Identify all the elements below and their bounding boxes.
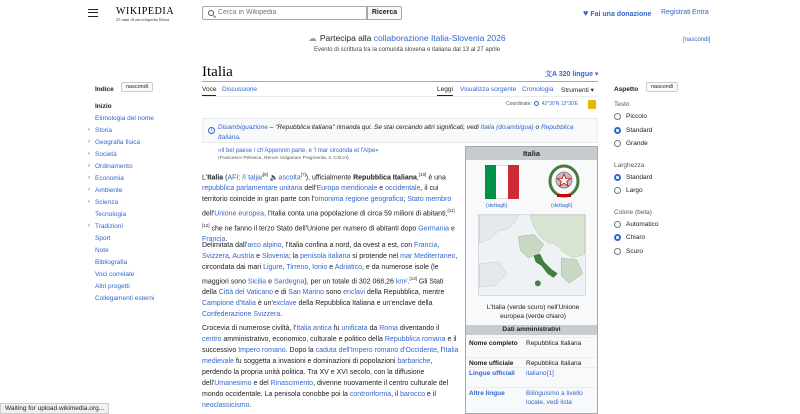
color-option[interactable]	[614, 221, 714, 235]
appearance-hide-button[interactable]: nascondi	[646, 82, 678, 92]
toc-item-label: Voci correlate	[95, 271, 135, 278]
toc-item-label: Geografia fisica	[95, 139, 141, 146]
notice-title: ☁ Partecipa alla collaborazione Italia-Slovenia 2026	[308, 33, 506, 43]
text-size-option-label: Piccolo	[626, 113, 647, 120]
text-size-option[interactable]	[614, 113, 714, 127]
infobox-key[interactable]: Lingue ufficiali	[469, 370, 515, 377]
notice-subtitle: Evento di scrittura tra la comunità slovena e italiana dal 13 al 27 aprile	[313, 47, 501, 53]
appearance-title: Aspetto	[614, 86, 639, 93]
hatnote-text: Disambiguazione – "Repubblica italiana" rimanda qui. Se stai cercando altri significati, vedi Italia (disambigua) o Repubblica Italiana.	[218, 124, 574, 141]
table-of-contents	[88, 84, 190, 307]
epigraph-quote	[218, 148, 458, 161]
info-icon: i	[208, 127, 215, 134]
infobox-key: Nome ufficiale	[469, 360, 514, 367]
width-option-label: Standard	[626, 173, 653, 181]
infobox-value[interactable]: Bilinguismo a livello locale, vedi lista	[526, 390, 583, 406]
toc-item[interactable]	[95, 115, 190, 127]
toc-item[interactable]	[88, 127, 190, 139]
toc-item-label: Sport	[95, 235, 111, 242]
chevron-right-icon[interactable]: ›	[88, 187, 90, 193]
toc-list	[88, 103, 190, 307]
lock-icon[interactable]	[588, 100, 596, 109]
language-icon: 文A	[545, 71, 559, 78]
toc-item-label: Altri progetti	[95, 283, 130, 290]
toc-item[interactable]	[95, 283, 190, 295]
infobox-row	[466, 337, 597, 357]
width-options	[614, 174, 714, 201]
tab-voce[interactable]: Voce	[202, 86, 216, 96]
text-size-option-label: Standard	[626, 126, 653, 134]
history-paragraph: Crocevia di numerose civiltà, l'Italia antica fu unificata da Roma diventando il centro amministrativo, economico, culturale e politico della Repubblica romana e il successivo Impero romano. Dopo la caduta dell'Impero romano d'Occidente, l'Italia medievale fu soggetta a invasioni e dominazioni di popolazioni barbariche, perdendo la propria unità politica. Tra XV e XVI secolo, con la diffusione dell'Umanesimo e del Rinascimento, divenne nuovamente il centro culturale del mondo occidentale. La penisola conobbe poi la controriforma, il barocco e il neoclassicismo.	[202, 325, 459, 409]
infobox-row	[466, 357, 597, 367]
toc-item[interactable]	[95, 235, 190, 247]
toc-item-label: Etimologia del nome	[95, 115, 154, 122]
chevron-right-icon[interactable]: ›	[88, 199, 90, 205]
toc-item-label: Note	[95, 247, 109, 254]
disambigua-link[interactable]: Italia (disambigua)	[480, 124, 534, 131]
coordinates: Coordinate: 42°30′N 12°30′E	[506, 101, 579, 107]
text-size-option[interactable]	[614, 140, 714, 154]
radio-button[interactable]	[614, 248, 621, 255]
chevron-right-icon[interactable]: ›	[88, 127, 90, 133]
login-link[interactable]: Entra	[692, 9, 709, 16]
text-size-options	[614, 113, 714, 154]
infobox-value: Repubblica Italiana	[526, 360, 582, 367]
toc-item[interactable]	[88, 163, 190, 175]
radio-button[interactable]	[614, 187, 621, 194]
radio-button[interactable]	[614, 140, 621, 147]
color-label: Colore (beta)	[614, 208, 652, 216]
browser-status-bar: Waiting for upload.wikimedia.org...	[0, 403, 109, 414]
hide-notice-link[interactable]: [nascondi]	[683, 37, 711, 43]
toc-item-label: Ordinamento	[95, 163, 133, 170]
language-button[interactable]: 文A 320 lingue ▾	[545, 71, 599, 78]
infobox-section-header: Dati amministrativi	[466, 325, 597, 335]
toc-item-label: Collegamenti esterni	[95, 295, 155, 302]
notice-link[interactable]: collaborazione Italia-Slovenia 2026	[373, 33, 506, 43]
toc-item[interactable]	[95, 103, 190, 115]
chevron-right-icon[interactable]: ›	[88, 223, 90, 229]
toc-item-label: Economia	[95, 175, 124, 182]
toc-item[interactable]	[95, 259, 190, 271]
infobox-key: Nome completo	[469, 340, 518, 347]
color-option-label: Automatico	[626, 220, 659, 228]
toc-item[interactable]	[95, 211, 190, 223]
geography-paragraph: Delimitata dall'arco alpino, l'Italia confina a nord, da ovest a est, con Francia, Svizzera, Austria e Slovenia; la penisola italiana si protende nel mar Mediterraneo, circondata dai mari Ligure, Tirreno, Ionio e Adriatico, e da numerose isole (le maggiori sono Sicilia e Sardegna), per un totale di 302 068,26 km².[13] Gli Stati della Città del Vaticano e di San Marino sono enclavi della Repubblica, mentre Campione d'Italia è un'exclave della Repubblica Italiana e un'enclave della Confederazione Svizzera.	[202, 242, 458, 319]
infobox-value[interactable]: italiano[1]	[526, 370, 554, 377]
repubblica-link[interactable]: Repubblica Italiana	[218, 124, 574, 141]
logo-wordmark[interactable]: WIKIPEDIA	[116, 6, 175, 17]
chevron-right-icon[interactable]: ›	[88, 151, 90, 157]
coordinates-link[interactable]: 42°30′N 12°30′E	[541, 101, 579, 107]
toc-item[interactable]	[95, 295, 190, 307]
register-link[interactable]: Registrati	[661, 9, 691, 16]
color-option[interactable]	[614, 234, 714, 248]
width-option[interactable]	[614, 174, 714, 188]
width-option-label: Largo	[626, 187, 643, 194]
text-size-option-label: Grande	[626, 140, 648, 147]
infobox-value: Repubblica Italiana	[526, 340, 582, 347]
infobox-row	[466, 387, 597, 413]
location-map[interactable]	[478, 214, 586, 296]
globe-icon[interactable]	[534, 101, 539, 106]
tab-history[interactable]: Cronologia	[522, 86, 554, 93]
emblem-details-link[interactable]: (dettagli)	[551, 203, 573, 209]
radio-button[interactable]	[614, 174, 621, 181]
search-input[interactable]	[218, 9, 358, 16]
width-option[interactable]	[614, 187, 714, 201]
title-divider	[202, 81, 598, 82]
tab-view-source[interactable]: Visualizza sorgente	[460, 86, 517, 93]
radio-button[interactable]	[614, 221, 621, 228]
toc-item[interactable]	[88, 187, 190, 199]
toc-item-label: Tradizioni	[95, 223, 123, 230]
flag-details-link[interactable]: (dettagli)	[486, 203, 508, 209]
color-option[interactable]	[614, 248, 714, 262]
intro-paragraph: L'Italia (AFI: /iˈtalja/[9] 🔈ascolta[?]), ufficialmente Repubblica Italiana,[10] è una repubblica parlamentare unitaria dell'Europa meridionale e occidentale, il cui territorio coincide in gran parte con l'omonima regione geografica; Stato membro dell'Unione europea, l'Italia conta una popolazione di circa 59 milioni di abitanti,[11][12] che ne fanno il terzo Stato dell'Unione per numero di abitanti dopo Germania e Francia.	[202, 172, 455, 243]
quote-text[interactable]: «Il bel paese / ch'Appennin parte, e 'l mar circonda et l'Alpe»	[218, 148, 379, 154]
appearance-panel	[614, 84, 714, 261]
chevron-right-icon[interactable]: ›	[88, 163, 90, 169]
text-size-label: Testo	[614, 101, 630, 108]
color-options	[614, 221, 714, 262]
chevron-right-icon[interactable]: ›	[88, 139, 90, 145]
radio-button[interactable]	[614, 127, 621, 134]
site-notice	[200, 33, 614, 53]
site-header	[0, 0, 800, 30]
toc-item-label: Società	[95, 151, 117, 158]
toc-title: Indice	[95, 86, 114, 93]
disambiguation-link[interactable]: Disambiguazione	[218, 124, 268, 131]
main-menu-icon[interactable]	[88, 9, 98, 17]
toc-item[interactable]	[88, 199, 190, 211]
toc-item-label: Scienza	[95, 199, 119, 206]
color-option-label: Scuro	[626, 247, 643, 255]
flag-image[interactable]	[485, 165, 519, 199]
chevron-right-icon[interactable]: ›	[88, 175, 90, 181]
infobox-row	[466, 367, 597, 387]
infobox-key[interactable]: Altre lingue	[469, 390, 505, 397]
donate-link[interactable]: ♥ Fai una donazione	[583, 8, 652, 18]
search-icon	[208, 10, 214, 16]
toc-item-label: Storia	[95, 127, 112, 134]
notice-icon: ☁	[308, 33, 317, 43]
toc-item[interactable]	[88, 139, 190, 151]
heart-icon: ♥	[583, 8, 589, 18]
width-label: Larghezza	[614, 161, 645, 169]
tab-discussione[interactable]: Discussione	[222, 86, 258, 93]
toc-item[interactable]	[88, 223, 190, 235]
emblem-image[interactable]	[548, 163, 580, 199]
page-title: Italia	[202, 64, 233, 80]
search-button[interactable]: Ricerca	[367, 6, 402, 20]
toc-item[interactable]	[88, 151, 190, 163]
tab-leggi[interactable]: Leggi	[437, 86, 453, 96]
toc-item[interactable]	[95, 247, 190, 259]
infobox-title: Italia	[466, 147, 597, 160]
radio-button[interactable]	[614, 234, 621, 241]
toc-item-label: Inizio	[95, 103, 112, 110]
radio-button[interactable]	[614, 113, 621, 120]
tabs-divider	[202, 96, 598, 97]
text-size-option[interactable]	[614, 127, 714, 141]
disambiguation-hatnote	[202, 118, 598, 143]
tools-dropdown[interactable]: Strumenti ▾	[561, 87, 594, 94]
quote-source: (Francesco Petrarca, Rerum Vulgarium Fragmenta, s. CXLVI)	[218, 156, 349, 161]
toc-item[interactable]	[88, 175, 190, 187]
map-caption: L'Italia (verde scuro) nell'Unione europea (verde chiaro)	[486, 304, 580, 320]
infobox	[465, 146, 598, 414]
logo-tagline: 25 anni di enciclopedia libera	[116, 17, 170, 22]
search-form	[202, 6, 400, 20]
toc-hide-button[interactable]: nascondi	[121, 82, 153, 92]
toc-item-label: Tecnologia	[95, 211, 127, 218]
toc-item[interactable]	[95, 271, 190, 283]
color-option-label: Chiaro	[626, 234, 646, 241]
toc-item-label: Ambiente	[95, 187, 123, 194]
toc-item-label: Bibliografia	[95, 259, 128, 266]
search-field[interactable]	[202, 6, 367, 20]
